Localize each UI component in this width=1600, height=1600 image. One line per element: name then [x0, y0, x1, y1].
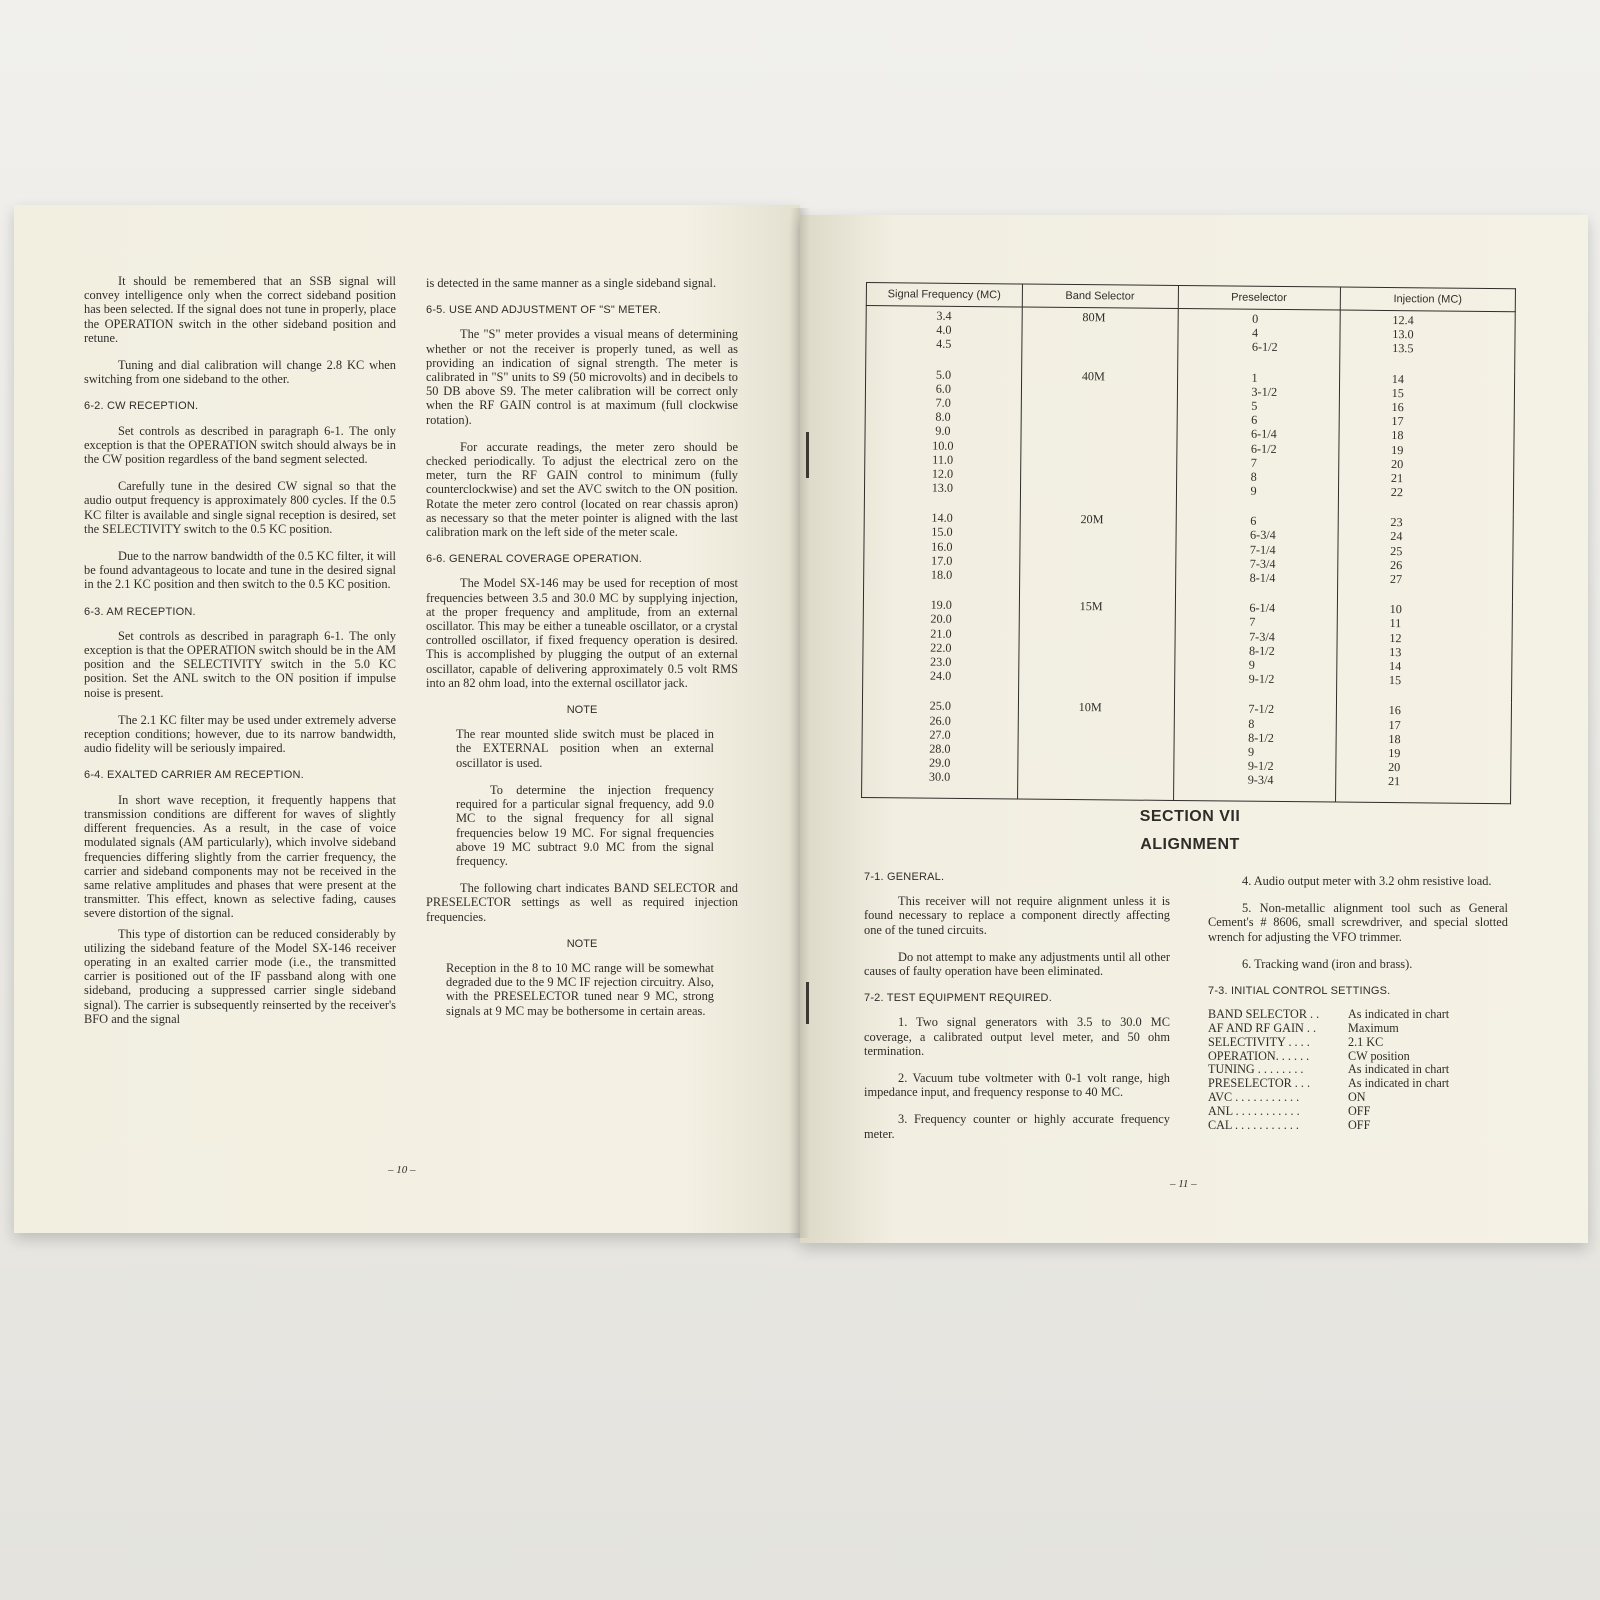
- band-selector-cell: [1017, 698, 1174, 801]
- table-cell-value: 20.0: [930, 612, 952, 627]
- table-cell-value: 20: [1390, 456, 1404, 471]
- list-item: 2. Vacuum tube voltmeter with 0-1 volt range, high impedance input, and frequency response to 40 MC.: [864, 1071, 1170, 1100]
- table-cell-value: 23: [1390, 515, 1403, 530]
- settings-row: [1208, 1077, 1508, 1091]
- setting-control: CAL . . . . . . . . . . .: [1208, 1117, 1299, 1132]
- settings-row: [1208, 1008, 1508, 1022]
- paragraph: In short wave reception, it frequently happens that transmission conditions are different for waves of slightly different frequencies. As a result, in the case of voice modulated signals (AM particularly), which involve sideband frequencies differing slightly from the carrier frequency, the carrier and sideband components may not be received in the same relative amplitudes and phases that were present at the transmitter. This effect, known as selective fading, causes severe distortion of the signal.: [84, 792, 396, 921]
- table-cell-value: 18: [1391, 428, 1404, 443]
- setting-control: SELECTIVITY . . . .: [1208, 1034, 1310, 1049]
- table-cell-value: 25: [1390, 543, 1403, 558]
- injection-cell: [1335, 701, 1511, 804]
- paragraph: Tuning and dial calibration will change 2.8 KC when switching from one sideband to the other.: [84, 358, 396, 387]
- table-cell-value: 6-1/4: [1250, 427, 1277, 442]
- table-cell-value: 25.0: [929, 698, 952, 714]
- table-cell-value: 4: [1251, 325, 1259, 340]
- left-column-1: [84, 274, 396, 1039]
- table-cell-value: 12: [1389, 630, 1402, 645]
- setting-control: BAND SELECTOR . .: [1208, 1007, 1320, 1022]
- signal-frequency-cell: [864, 365, 1021, 510]
- setting-value: As indicated in chart: [1348, 1007, 1450, 1022]
- note-title: NOTE: [566, 937, 598, 950]
- column-header: Preselector: [1178, 285, 1340, 310]
- table-cell-value: 18.0: [930, 567, 953, 582]
- settings-row: [1208, 1022, 1508, 1036]
- table-cell-value: 1: [1251, 370, 1258, 385]
- table-cell-value: 9-1/2: [1248, 671, 1275, 687]
- table-cell-value: 6-1/2: [1251, 340, 1278, 355]
- note-block: [426, 727, 738, 868]
- table-cell-value: 9: [1247, 744, 1255, 759]
- table-cell-value: 10: [1389, 602, 1402, 617]
- table-cell-value: 16: [1391, 399, 1404, 415]
- table-cell-value: 9: [1250, 483, 1257, 498]
- settings-row: [1208, 1063, 1508, 1077]
- band-selector-cell: [1021, 307, 1177, 368]
- table-cell-value: 10M: [1078, 700, 1102, 715]
- paragraph: Set controls as described in paragraph 6-1. The only exception is that the OPERATION switch should be in the AM position and the SELECTIVITY switch in the 5.0 KC position. Set the ANL switch to the ON position if impulse noise is present.: [84, 628, 396, 700]
- table-cell-value: 8-1/4: [1249, 570, 1276, 585]
- table-cell-value: 17: [1391, 414, 1404, 429]
- table-cell-value: 3-1/2: [1251, 384, 1278, 399]
- table-cell-value: 6-1/2: [1250, 441, 1277, 456]
- table-cell-value: 13.0: [1392, 327, 1414, 342]
- table-cell-value: 28.0: [929, 741, 951, 756]
- table-cell-value: 6-3/4: [1250, 528, 1276, 543]
- paragraph: This type of distortion can be reduced considerably by utilizing the sideband feature of the Model SX-146 receiver operating in an exalted carrier mode (i.e., the transmitted carrier is positioned out of the IF passband along with one sideband, producing a suppressed carrier single sideband signal). The carrier is subsequently reinserted by the receiver's BFO and the signal: [84, 926, 396, 1026]
- table-cell-value: 8-1/2: [1248, 730, 1274, 745]
- heading-6-2: 6-2. CW RECEPTION.: [84, 400, 199, 413]
- table-cell-value: 12.0: [931, 466, 954, 481]
- setting-value: Maximum: [1348, 1021, 1399, 1036]
- table-cell-value: 4.0: [936, 322, 952, 338]
- settings-body: [1208, 1008, 1508, 1132]
- table-cell-value: 22.0: [930, 640, 952, 655]
- table-cell-value: 4.5: [936, 337, 952, 352]
- table-cell-value: 7-1/2: [1248, 702, 1275, 717]
- note-block: [426, 961, 738, 1018]
- table-cell-value: 21: [1387, 774, 1401, 789]
- table-row: [863, 595, 1513, 702]
- settings-row: [1208, 1105, 1508, 1119]
- paragraph: It should be remembered that an SSB signal will convey intelligence only when the correct sideband position has been selected. If the signal does not tune in properly, place the OPERATION switch in the other sideband position and retune.: [84, 274, 396, 345]
- table-cell-value: 13.0: [931, 480, 954, 495]
- table-cell-value: 7-3/4: [1249, 556, 1276, 571]
- paragraph: Do not attempt to make any adjustments until all other causes of faulty operation have been eliminated.: [864, 949, 1170, 979]
- table-row: [866, 306, 1516, 371]
- injection-cell: [1339, 310, 1515, 371]
- table-cell-value: 13.5: [1392, 341, 1414, 356]
- table-cell-value: 29.0: [929, 755, 951, 770]
- paragraph: The following chart indicates BAND SELECTOR and PRESELECTOR settings as well as required injection frequencies.: [426, 881, 738, 924]
- note-title: NOTE: [566, 704, 598, 717]
- table-cell-value: 24.0: [929, 668, 952, 683]
- table-cell-value: 6.0: [935, 381, 952, 396]
- table-cell-value: 26: [1389, 557, 1403, 572]
- table-cell-value: 8.0: [935, 409, 951, 424]
- table-cell-value: 9-1/2: [1247, 758, 1274, 773]
- right-column-2: [1208, 874, 1508, 1132]
- chart-body: [862, 306, 1516, 805]
- heading-6-5: 6-5. USE AND ADJUSTMENT OF "S" METER.: [426, 304, 662, 317]
- setting-control: AF AND RF GAIN . .: [1208, 1021, 1317, 1036]
- table-cell-value: 11.0: [932, 452, 954, 467]
- paragraph-continuation: is detected in the same manner as a single sideband signal.: [426, 276, 717, 290]
- table-cell-value: 9.0: [935, 423, 951, 439]
- setting-value: ON: [1348, 1090, 1366, 1104]
- injection-cell: [1336, 600, 1512, 703]
- column-header: Signal Frequency (MC): [866, 283, 1022, 307]
- heading-7-1: 7-1. GENERAL.: [864, 871, 945, 883]
- list-item: 1. Two signal generators with 3.5 to 30.0 MC coverage, a calibrated output level meter, and 50 ohm termination.: [864, 1015, 1170, 1058]
- table-cell-value: 19: [1388, 745, 1401, 761]
- table-cell-value: 6: [1251, 412, 1258, 427]
- table-cell-value: 19.0: [930, 597, 953, 613]
- table-cell-value: 15.0: [931, 525, 953, 540]
- setting-value: OFF: [1348, 1103, 1371, 1118]
- table-cell-value: 16: [1388, 703, 1401, 718]
- table-cell-value: 16.0: [931, 539, 953, 554]
- table-cell-value: 7: [1249, 615, 1256, 630]
- preselector-cell: [1175, 511, 1338, 599]
- band-selector-cell: [1018, 597, 1175, 700]
- book-gutter: [790, 208, 810, 1238]
- table-row: [864, 365, 1514, 515]
- table-cell-value: 18: [1388, 731, 1401, 746]
- signal-frequency-cell: [862, 696, 1019, 799]
- table-cell-value: 13: [1389, 644, 1402, 659]
- table-row: [862, 696, 1512, 804]
- table-cell-value: 0: [1252, 311, 1259, 326]
- table-cell-value: 27: [1389, 572, 1403, 587]
- injection-cell: [1338, 369, 1515, 514]
- preselector-cell: [1177, 308, 1340, 369]
- setting-control: PRESELECTOR . . .: [1208, 1076, 1311, 1091]
- table-cell-value: 26.0: [929, 713, 951, 728]
- table-cell-value: 21: [1390, 470, 1404, 486]
- list-item: 6. Tracking wand (iron and brass).: [1242, 956, 1413, 971]
- staple-bottom: [806, 982, 809, 1024]
- paragraph: For accurate readings, the meter zero should be checked periodically. To adjust the electrical zero on the meter, turn the RF GAIN control to minimum (fully counterclockwise) and set the AVC switch to the ON position. Rotate the meter zero control (located on rear chassis apron) as necessary so that the meter pointer is aligned with the last calibration mark on the left side of the meter scale.: [426, 439, 738, 540]
- heading-6-4: 6-4. EXALTED CARRIER AM RECEPTION.: [84, 769, 304, 782]
- setting-control: ANL . . . . . . . . . . .: [1208, 1103, 1300, 1118]
- heading-7-2: 7-2. TEST EQUIPMENT REQUIRED.: [864, 992, 1052, 1005]
- injection-chart-table: [861, 282, 1516, 805]
- heading-7-3: 7-3. INITIAL CONTROL SETTINGS.: [1208, 985, 1391, 998]
- band-selector-cell: [1019, 510, 1176, 598]
- page-number-left: – 10 –: [388, 1164, 416, 1176]
- table-cell-value: 7-3/4: [1249, 629, 1275, 644]
- table-cell-value: 40M: [1081, 368, 1105, 383]
- setting-value: As indicated in chart: [1348, 1062, 1450, 1077]
- setting-control: OPERATION. . . . . .: [1208, 1048, 1310, 1063]
- paragraph: Due to the narrow bandwidth of the 0.5 KC filter, it will be found advantageous to locate and tune in the desired signal in the 2.1 KC position and then switch to the 0.5 KC position.: [84, 549, 396, 592]
- signal-frequency-cell: [866, 306, 1022, 367]
- table-cell-value: 14.0: [931, 510, 953, 526]
- table-cell-value: 17.0: [930, 553, 953, 568]
- heading-6-3: 6-3. AM RECEPTION.: [84, 605, 196, 618]
- table-cell-value: 19: [1391, 442, 1404, 457]
- table-cell-value: 9-3/4: [1247, 772, 1274, 788]
- table-cell-value: 15: [1391, 385, 1404, 400]
- table-cell-value: 5.0: [935, 367, 952, 382]
- paragraph: The Model SX-146 may be used for reception of most frequencies between 3.5 and 30.0 MC by supplying injection, at the proper frequency and amplitude, from an external oscillator. This may be either a tuneable oscillator, or a crystal controlled oscillator, if fixed frequency operation is desired. This is accomplished by plugging the output of an external oscillator, capable of delivering approximately 0.5 volt RMS into an 82 ohm load, into the external oscillator jack.: [426, 576, 738, 690]
- table-cell-value: 8: [1250, 469, 1257, 484]
- table-cell-value: 6-1/4: [1249, 600, 1276, 616]
- column-header: Band Selector: [1022, 284, 1178, 308]
- table-cell-value: 14: [1391, 371, 1405, 386]
- paragraph: Set controls as described in paragraph 6-1. The only exception is that the OPERATION switch should always be in the CW position regardless of the band segment selected.: [84, 423, 396, 467]
- table-cell-value: 10.0: [932, 438, 954, 453]
- table-cell-value: 15: [1388, 673, 1402, 688]
- note-text: Reception in the 8 to 10 MC range will be somewhat degraded due to the 9 MC IF rejection circuitry. Also, with the PRESELECTOR tuned near 9 MC, strong signals at 9 MC may be bothersome in certain areas.: [446, 960, 714, 1018]
- table-cell-value: 17: [1388, 717, 1401, 732]
- setting-value: CW position: [1348, 1048, 1410, 1063]
- injection-cell: [1337, 513, 1513, 602]
- list-item: 5. Non-metallic alignment tool such as General Cement's # 8606, small screwdriver, and special slotted wrench for adjusting the VFO trimmer.: [1208, 901, 1508, 944]
- table-cell-value: 24: [1390, 529, 1403, 544]
- preselector-cell: [1176, 368, 1340, 513]
- table-cell-value: 5: [1251, 398, 1258, 413]
- paragraph: This receiver will not require alignment unless it is found necessary to replace a component directly affecting one of the tuned circuits.: [864, 894, 1170, 937]
- table-cell-value: 20M: [1080, 512, 1104, 527]
- page-number-right: – 11 –: [1170, 1178, 1197, 1190]
- settings-row: [1208, 1036, 1508, 1050]
- staple-top: [806, 432, 809, 478]
- table-cell-value: 22: [1390, 485, 1404, 500]
- control-settings-table: [1208, 1008, 1508, 1132]
- table-cell-value: 8: [1248, 716, 1255, 731]
- table-cell-value: 14: [1389, 658, 1402, 674]
- section-title: SECTION VII: [1139, 808, 1241, 825]
- setting-control: TUNING . . . . . . . .: [1208, 1062, 1304, 1077]
- table-cell-value: 15M: [1079, 599, 1103, 614]
- table-cell-value: 21.0: [930, 626, 952, 641]
- table-row: [863, 508, 1513, 601]
- settings-row: [1208, 1050, 1508, 1064]
- preselector-cell: [1174, 598, 1337, 701]
- table-cell-value: 7: [1250, 455, 1257, 470]
- table-cell-value: 12.4: [1392, 313, 1414, 328]
- table-cell-value: 30.0: [928, 769, 951, 785]
- list-item: 3. Frequency counter or highly accurate frequency meter.: [864, 1112, 1170, 1141]
- setting-value: 2.1 KC: [1348, 1034, 1384, 1049]
- table-cell-value: 7.0: [935, 395, 951, 410]
- table-cell-value: 7-1/4: [1249, 542, 1276, 557]
- list-item: 4. Audio output meter with 3.2 ohm resistive load.: [1242, 874, 1492, 888]
- settings-row: [1208, 1091, 1508, 1105]
- heading-6-6: 6-6. GENERAL COVERAGE OPERATION.: [426, 553, 643, 566]
- paragraph: Carefully tune in the desired CW signal so that the audio output frequency is approximately 800 cycles. If the 0.5 KC filter is available and single signal reception is desired, set the SELECTIVITY switch to the 0.5 KC position.: [84, 479, 396, 536]
- settings-row: [1208, 1119, 1508, 1133]
- section-subtitle: ALIGNMENT: [1140, 836, 1240, 853]
- signal-frequency-cell: [863, 595, 1020, 698]
- table-cell-value: 80M: [1082, 310, 1106, 325]
- note-text: To determine the injection frequency required for a particular signal frequency, add 9.0 MC to the signal frequency for all signal frequencies below 19 MC. For signal frequencies above 19 MC subtract 9.0 MC from the signal frequency.: [456, 782, 714, 868]
- signal-frequency-cell: [863, 508, 1020, 596]
- right-column-1: [864, 866, 1170, 1154]
- table-cell-value: 6: [1250, 513, 1257, 529]
- preselector-cell: [1173, 699, 1336, 802]
- paragraph: The "S" meter provides a visual means of determining whether or not the receiver is properly tuned, as well as providing an indication of signal strength. The meter is calibrated in "S" units to S9 (50 microvolts) and in decibels to 50 DB above S9. The meter calibration will be correct only when the RF GAIN control is at maximum (full clockwise rotation).: [426, 327, 738, 427]
- note-text: The rear mounted slide switch must be placed in the EXTERNAL position when an external oscillator is used.: [456, 727, 714, 770]
- band-selector-cell: [1020, 366, 1177, 511]
- table-cell-value: 27.0: [929, 727, 951, 742]
- table-cell-value: 23.0: [929, 654, 952, 669]
- setting-value: OFF: [1348, 1117, 1371, 1132]
- setting-value: As indicated in chart: [1348, 1076, 1450, 1091]
- table-cell-value: 3.4: [936, 308, 952, 323]
- table-cell-value: 20: [1388, 760, 1401, 775]
- table-cell-value: 8-1/2: [1248, 643, 1275, 658]
- table-cell-value: 9: [1248, 657, 1256, 672]
- paragraph: The 2.1 KC filter may be used under extremely adverse reception conditions; however, due to its narrow bandwidth, audio fidelity will be seriously impaired.: [84, 712, 396, 756]
- table-cell-value: 11: [1389, 616, 1402, 631]
- setting-control: AVC . . . . . . . . . . .: [1208, 1090, 1300, 1104]
- column-header: Injection (MC): [1340, 287, 1515, 312]
- left-column-2: [426, 276, 738, 1031]
